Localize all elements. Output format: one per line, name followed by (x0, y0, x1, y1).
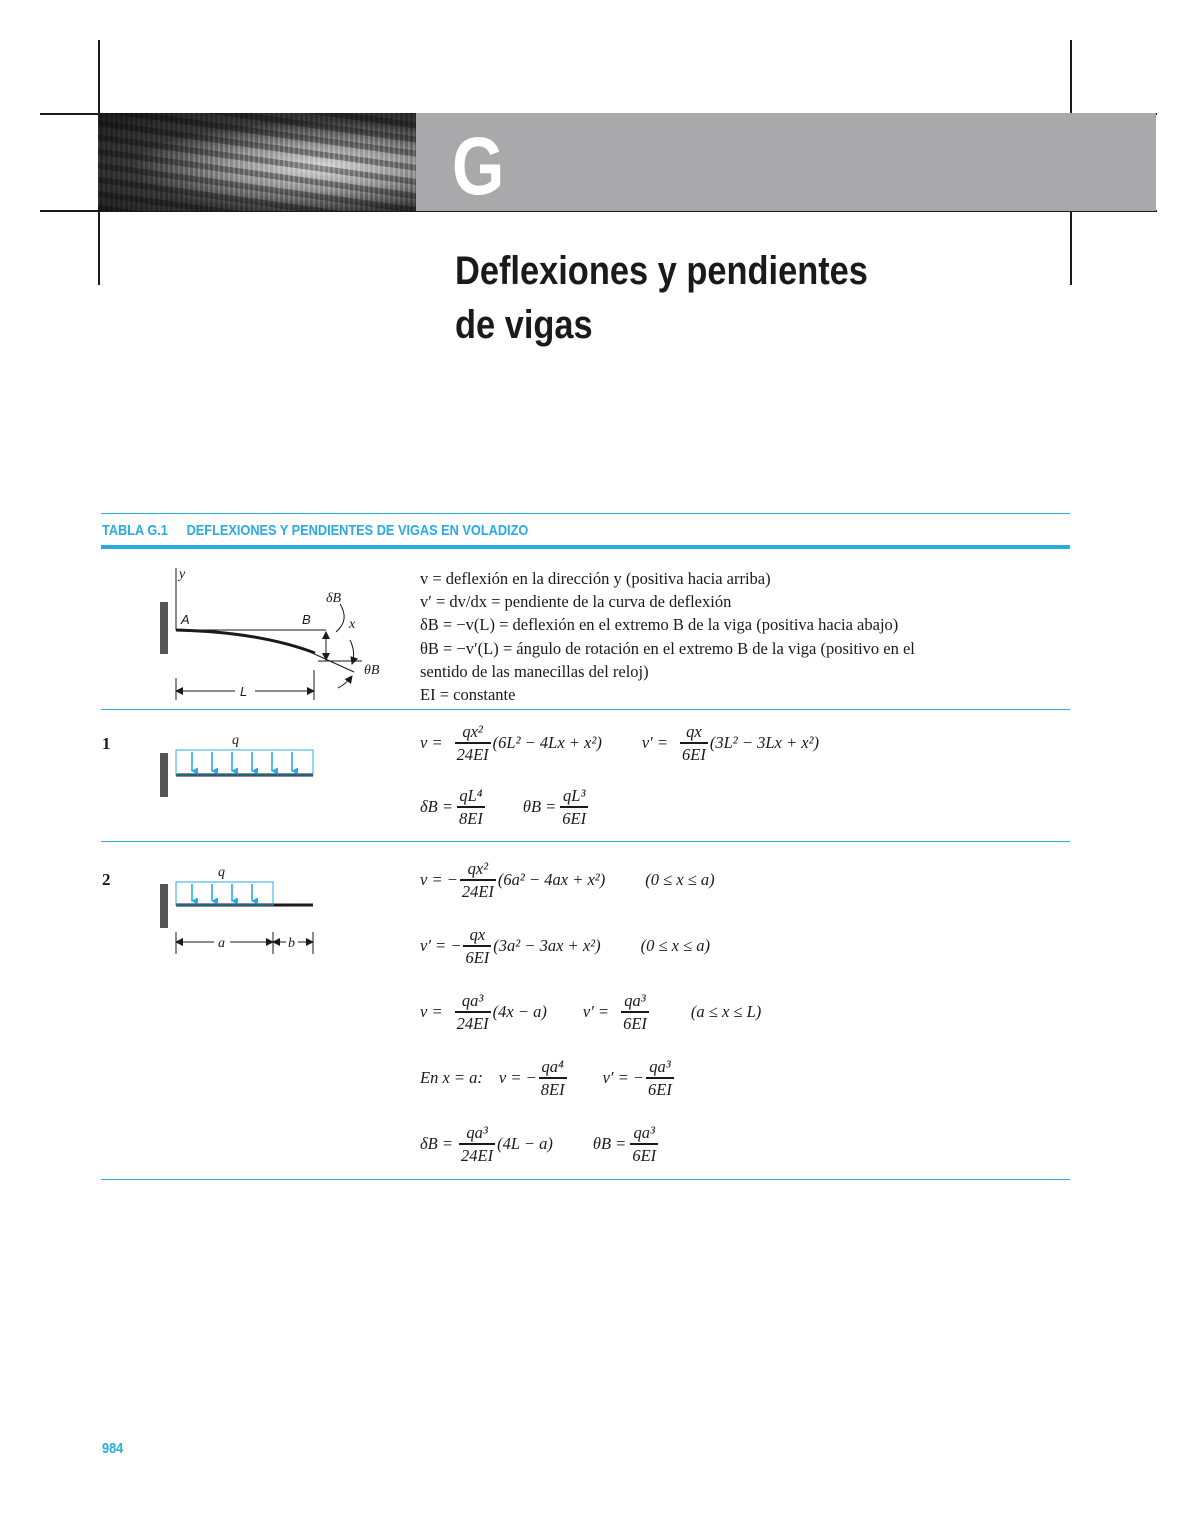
notation-legend (420, 567, 915, 706)
row-2-va-fraction (539, 1057, 567, 1098)
row-2-vp1-numerator: qx (469, 925, 486, 945)
row-1-equation-line-1 (420, 717, 819, 769)
row-2-v2-denominator: 24EI (456, 1013, 489, 1033)
legend-line-2: v′ = dv/dx = pendiente de la curva de deflexión (420, 592, 732, 612)
row-2-v1-fraction (460, 859, 496, 900)
row-2-va-lhs: v = − (498, 1068, 537, 1087)
row-separator-2 (101, 841, 1070, 842)
row-2-vp2-fraction (621, 991, 649, 1032)
row-2-thetab-numerator: qa³ (633, 1123, 655, 1143)
theta-b-arc (350, 640, 354, 664)
row-2-v1-tail: (6a² − 4ax + x²) (497, 870, 606, 889)
row-2-deltab-numerator: qa³ (466, 1123, 488, 1143)
legend-beam-diagram (150, 560, 410, 710)
row-2-vpa-lhs: v′ = − (602, 1068, 645, 1087)
row-2-load-label: q (218, 865, 225, 880)
row-1-equations (420, 717, 819, 833)
row-2-thetab-fraction (630, 1123, 658, 1164)
theta-b-arrow (338, 676, 352, 688)
row-2-deltab-tail: (4L − a) (497, 1134, 553, 1153)
row-2-load-arrows (192, 884, 252, 901)
delta-b-leader (336, 604, 344, 632)
row-1-deltab-lhs: δB = (420, 797, 454, 816)
row-1-fixed-support (160, 753, 168, 797)
row-2-thetab-lhs: θB = (592, 1134, 627, 1153)
row-2-vp1-lhs: v′ = − (420, 936, 462, 955)
row-2-vpa-fraction (646, 1057, 674, 1098)
row-2-equation-line-1 (420, 854, 761, 906)
row-2-v1-range: (0 ≤ x ≤ a) (645, 870, 715, 889)
chapter-title (455, 244, 868, 352)
row-2-vpa-numerator: qa³ (649, 1057, 671, 1077)
table-top-rule (101, 513, 1070, 514)
point-a-label: A (181, 612, 190, 627)
row-2-v2-range: (a ≤ x ≤ L) (690, 1002, 762, 1021)
row-2-thetab-denominator: 6EI (632, 1145, 657, 1165)
x-axis-label: x (349, 617, 356, 632)
row-2-vp2-denominator: 6EI (623, 1013, 647, 1033)
row-1-v-numerator: qx² (462, 722, 483, 742)
point-b-label: B (302, 612, 311, 627)
row-1-deltab-denominator: 8EI (459, 808, 483, 828)
legend-line-6: EI = constante (420, 685, 516, 705)
table-number: TABLA G.1 (102, 522, 168, 539)
row-1-vp-denominator: 6EI (682, 744, 706, 764)
row-1-load-arrows (192, 752, 292, 771)
row-2-v2-numerator: qa³ (461, 991, 484, 1011)
legend-line-4: θB = −v′(L) = ángulo de rotación en el extremo B de la viga (positivo en el (420, 638, 915, 658)
row-2-at-label: En x = a: (420, 1068, 483, 1087)
row-1-v-denominator: 24EI (456, 744, 489, 764)
row-2-number: 2 (102, 870, 111, 889)
legend-line-3: δB = −v(L) = deflexión en el extremo B de la viga (positiva hacia abajo) (420, 615, 899, 635)
row-2-beam-diagram (150, 858, 330, 968)
row-2-vp1-denominator: 6EI (465, 947, 490, 967)
tangent-line (310, 652, 354, 672)
row-1-vp-tail: (3L² − 3Lx + x²) (709, 733, 820, 752)
row-2-va-denominator: 8EI (540, 1079, 565, 1099)
row-2-deltab-denominator: 24EI (461, 1145, 494, 1165)
row-separator-1 (101, 709, 1070, 710)
row-2-vpa-denominator: 6EI (648, 1079, 672, 1099)
row-1-equation-line-2 (420, 781, 819, 833)
row-1-deltab-fraction (457, 786, 485, 827)
row-1-v-lhs: v = (420, 733, 443, 752)
row-2-vp2-lhs: v′ = (582, 1002, 610, 1021)
row-2-equation-line-4 (420, 1052, 761, 1104)
row-2-equation-line-2 (420, 920, 761, 972)
row-2-v2-tail: (4x − a) (492, 1002, 547, 1021)
row-1-thetab-denominator: 6EI (562, 808, 587, 828)
row-2-vp2-numerator: qa³ (624, 991, 646, 1011)
row-2-equation-line-3 (420, 986, 761, 1038)
chapter-banner (416, 113, 1156, 211)
fixed-support (160, 602, 168, 654)
legend-line-5: sentido de las manecillas del reloj) (420, 661, 649, 681)
row-2-equation-line-5 (420, 1118, 761, 1170)
row-1-v-tail: (6L² − 4Lx + x²) (492, 733, 602, 752)
row-2-v1-numerator: qx² (467, 859, 489, 879)
row-2-v2-lhs: v = (420, 1002, 443, 1021)
row-2-v1-denominator: 24EI (461, 881, 494, 901)
y-axis-label: y (179, 567, 186, 582)
row-1-number: 1 (102, 734, 111, 753)
row-2-distributed-load (176, 882, 273, 905)
row-1-vp-numerator: qx (686, 722, 702, 742)
row-2-va-numerator: qa⁴ (541, 1057, 564, 1077)
row-2-deltab-fraction (459, 1123, 495, 1164)
deflection-curve (176, 630, 315, 653)
l-dimension-label: L (240, 684, 248, 699)
row-1-load-label: q (232, 733, 239, 748)
row-2-b-label: b (288, 936, 295, 951)
table-title: DEFLEXIONES Y PENDIENTES DE VIGAS EN VOLADIZO (186, 522, 529, 539)
row-2-fixed-support (160, 884, 168, 928)
chapter-title-line-2: de vigas (455, 303, 593, 347)
row-1-vp-lhs: v′ = (641, 733, 669, 752)
table-caption (102, 522, 528, 539)
row-1-vp-fraction (680, 722, 708, 763)
row-2-vp1-fraction (463, 925, 491, 966)
page-number: 984 (102, 1440, 124, 1457)
row-1-thetab-numerator: qL³ (563, 786, 586, 806)
chapter-banner-photo (98, 113, 416, 211)
row-1-thetab-fraction (560, 786, 588, 827)
row-2-v2-fraction (455, 991, 491, 1032)
row-1-v-fraction (455, 722, 491, 763)
table-bottom-rule (101, 1179, 1070, 1180)
row-2-equations (420, 854, 761, 1170)
chapter-letter: G (452, 121, 505, 212)
legend-line-1: v = deflexión en la dirección y (positiva hacia arriba) (420, 569, 771, 588)
row-1-beam-diagram (150, 725, 320, 785)
row-1-deltab-numerator: qL⁴ (459, 786, 483, 806)
row-2-deltab-lhs: δB = (420, 1134, 454, 1153)
chapter-title-line-1: Deflexiones y pendientes (455, 249, 868, 293)
row-1-thetab-lhs: θB = (522, 797, 557, 816)
row-2-v1-lhs: v = − (420, 870, 458, 889)
table-header-rule (101, 545, 1070, 549)
row-2-vp1-range: (0 ≤ x ≤ a) (640, 936, 711, 955)
row-2-vp1-tail: (3a² − 3ax + x²) (493, 936, 601, 955)
delta-b-label: δB (326, 591, 342, 606)
theta-b-label: θB (364, 663, 380, 678)
row-2-a-label: a (218, 936, 225, 951)
